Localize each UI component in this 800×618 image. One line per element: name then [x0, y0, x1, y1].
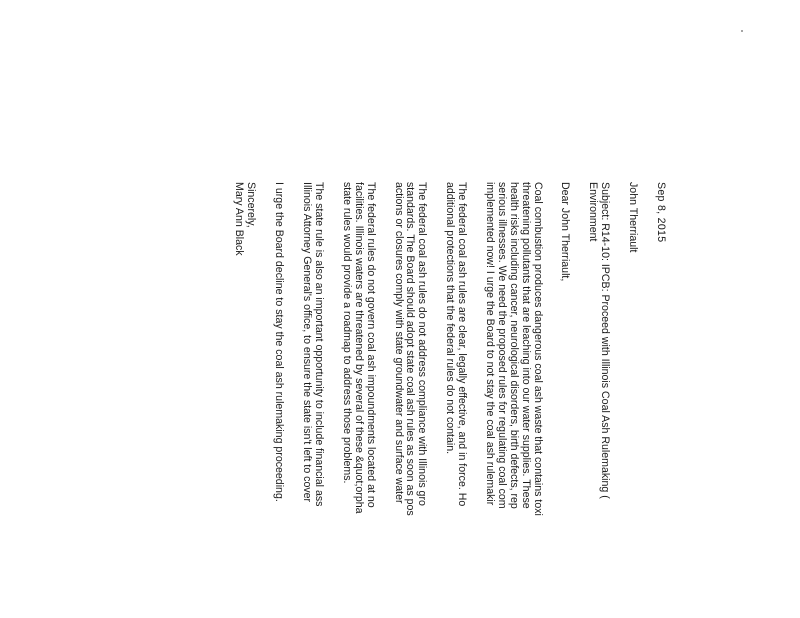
- paragraph-line: Coal combustion produces dangerous coal ash waste that contains toxi: [531, 182, 544, 516]
- paragraph-line: standards. The Board should adopt state coal ash rules as soon as pos: [404, 182, 417, 516]
- paragraph-line: Illinois Attorney General's office, to ensure the state isn't left to cover: [301, 182, 314, 503]
- letter-date: Sep 8, 2015: [655, 182, 667, 243]
- letter-subject-line-2: Environment: [587, 182, 600, 242]
- paragraph-5: [300, 182, 324, 618]
- paragraph-line: I urge the Board decline to stay the coal ash rulemaking proceeding.: [273, 182, 286, 502]
- paragraph-1: [483, 182, 542, 618]
- paragraph-4: [340, 182, 376, 618]
- paragraph-6: [272, 182, 284, 618]
- paragraph-line: The state rule is also an important opportunity to include financial ass: [312, 182, 325, 507]
- letter-recipient: John Therriault: [627, 182, 640, 253]
- paragraph-line: actions or closures comply with state groundwater and surface water: [392, 182, 405, 504]
- paragraph-line: health risks including cancer, neurological disorders, birth defects, rep: [507, 182, 520, 509]
- letter-closing: Sincerely,: [245, 182, 258, 228]
- paragraph-2: [443, 182, 467, 618]
- paragraph-line: facilities. Illinois waters are threatened by several of these &quot;orpha: [352, 182, 365, 514]
- scan-speck: [741, 30, 743, 32]
- paragraph-line: implemented now! I urge the Board to not stay the coal ash rulemakir: [483, 182, 496, 506]
- paragraph-line: The federal coal ash rules are clear, legally effective, and in force. Ho: [456, 182, 469, 507]
- letter-subject-line-1: Subject: R14-10: IPCB: Proceed with Illinois Coal Ash Rulemaking (: [599, 182, 612, 499]
- paragraph-line: threatening pollutants that are leaching into our water supplies. These: [519, 182, 532, 509]
- paragraph-3: [392, 182, 428, 618]
- paragraph-line: The federal rules do not govern coal ash impoundments located at no: [364, 182, 377, 508]
- letter-body: [233, 182, 666, 618]
- paragraph-line: additional protections that the federal rules do not contain.: [444, 182, 457, 455]
- letter-salutation: Dear John Therriault,: [559, 182, 572, 282]
- paragraph-line: The federal coal ash rules do not address compliance with Illinois gro: [416, 182, 429, 506]
- letter-signature: Mary Ann Black: [233, 182, 246, 256]
- paragraph-line: serious illnesses. We need the proposed rules for regulating coal com: [495, 182, 508, 509]
- paragraph-line: state rules would provide a roadmap to address those problems.: [340, 182, 353, 484]
